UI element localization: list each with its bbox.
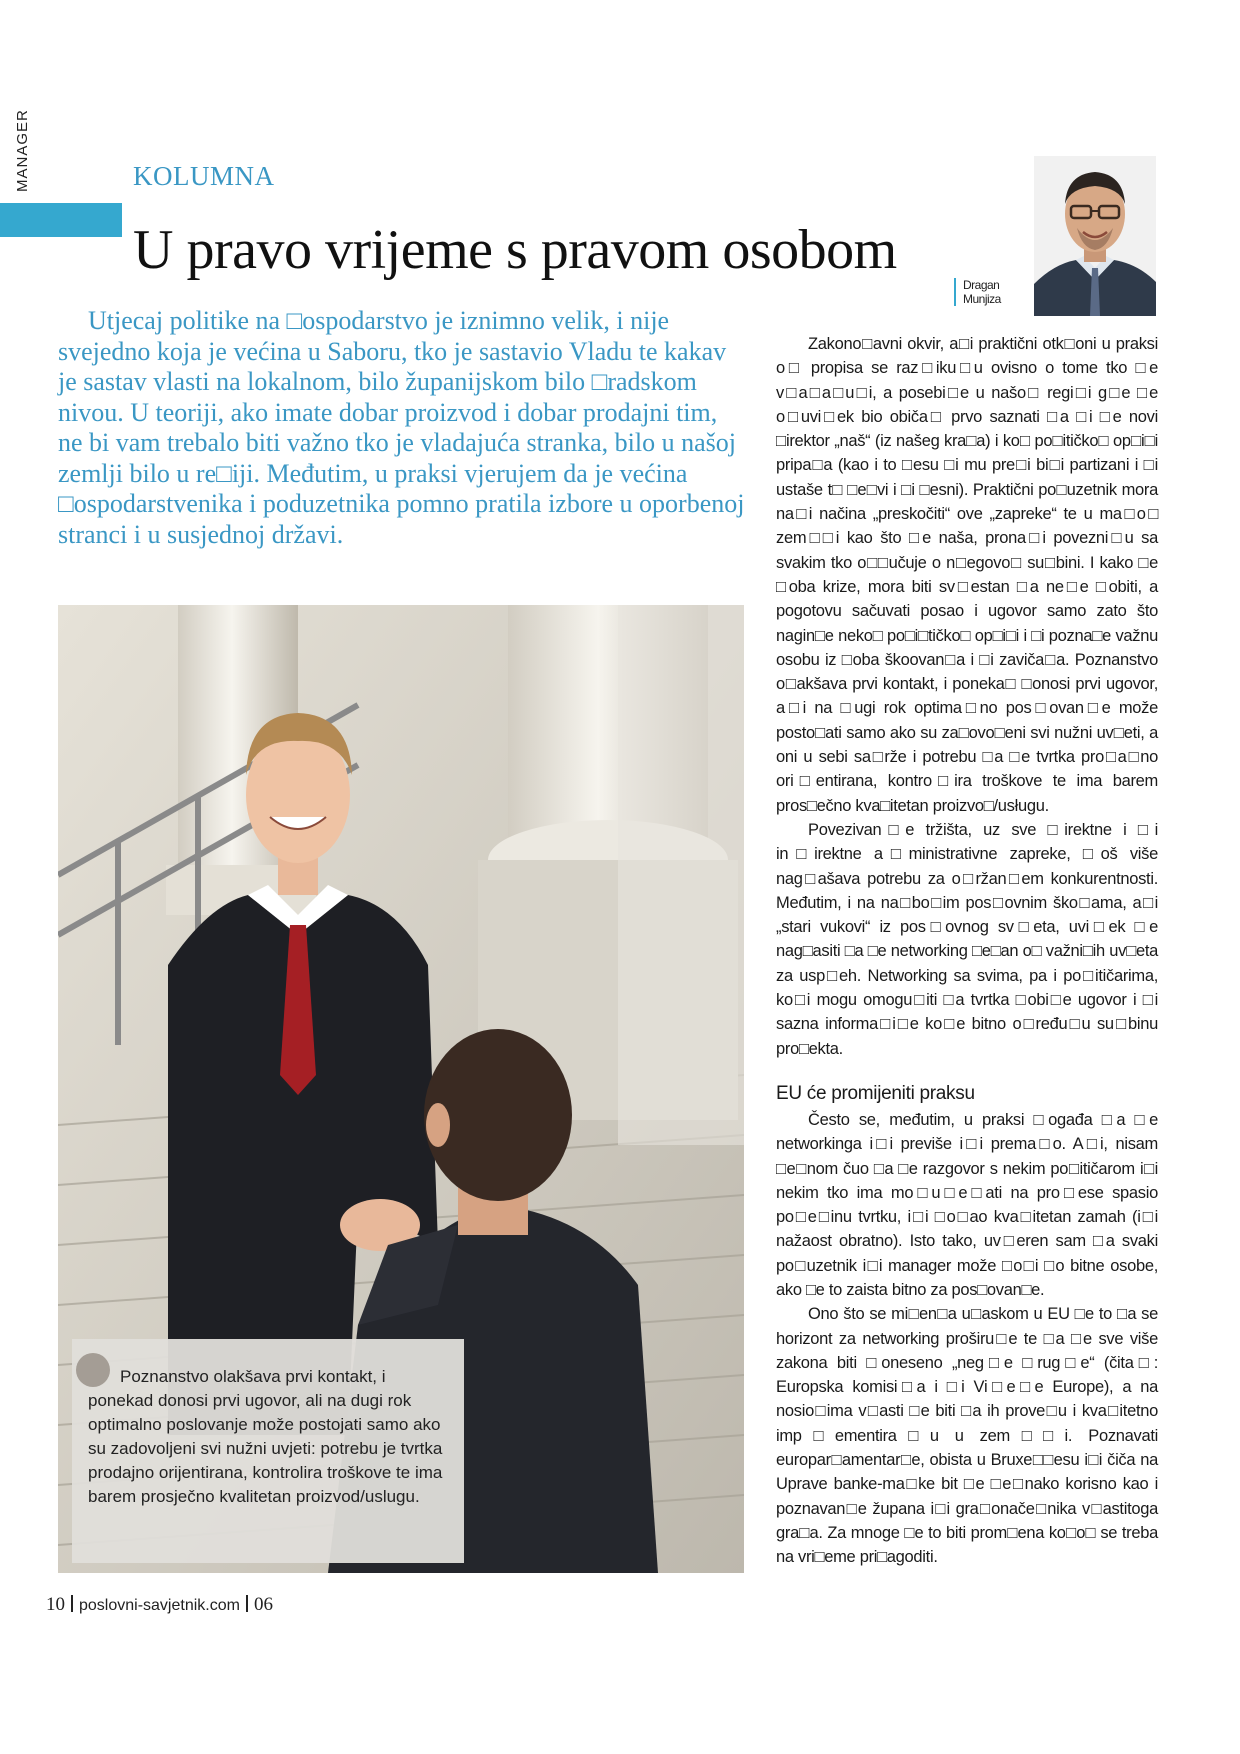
body-paragraph-3: Često se, međutim, u praksi □ogađa □a □e networkinga i□i previše i□i prema□o. A□i, nisam □e□nom čuo □a □e razgovor s nekim po□itičarom i□i nekim tko ima mo□u□e□ati na pro□ese spasio po□e□inu tvrtku, i□i □o□ao kva□itetan zamah (i□i nažaost obratno). Isto tako, uv□eren sam □a svaki po□uzetnik i□i manager može □o□i □o bitne osobe, ako □e to zaista bitno za pos□ovan□e. [776, 1110, 1158, 1299]
headline: U pravo vrijeme s pravom osobom [133, 219, 897, 281]
author-name [954, 278, 1001, 306]
footer-site: poslovni-savjetnik.com [79, 1597, 240, 1614]
author-photo [1034, 156, 1156, 316]
footer-separator [246, 1595, 248, 1612]
article-body [776, 332, 1158, 1570]
body-subheading: EU će promijeniti praksu [776, 1082, 975, 1104]
author-first-name: Dragan [963, 278, 1000, 292]
accent-bar [0, 203, 122, 237]
body-paragraph-1: Zakono□avni okvir, a□i praktični otk□oni u praksi o□ propisa se raz□iku□u ovisno o tome tko □e v□a□a□u□i, a posebi□e u našo□ regi□i g□e □e o□uvi□ek bio običa□ prvo saznati □a □i □e novi □irektor „naš“ (iz našeg kra□a) i ko□ po□itičko□ op□i□i pripa□a (kao i to □esu □i mu pre□i bi□i partizani i □i ustaše t□ □e□vi i □i □esni). Praktični po□uzetnik mora na□i načina „preskočiti“ ove „zapreke“ te u ma□o□ zem□□i kao što □e naša, prona□i povezni□u sa svakim tko o□□učuje o n□egovo□ su□bini. I kako □e □oba krize, mora biti sv□estan □a ne□e □obiti, a pogotovu sačuvati posao i ugovor samo zato što nagin□e neko□ po□i□tičko□ op□i□i i □i pozna□e važnu osobu iz □oba škoovan□a i □i zaviča□a. Poznanstvo o□akšava prvi kontakt, i poneka□ □onosi prvi ugovor, a□i na □ugi rok optima□no pos□ovan□e može posto□ati samo ako su za□ovo□eni svi nužni uv□eti, a oni u sebi sa□rže i potrebu □a □e tvrtka pro□a□no ori□entirana, kontro□ira troškove te ima barem pros□ečno kva□itetan proizvo□/usługu. [776, 335, 1158, 815]
author-last-name: Munjiza [963, 292, 1001, 306]
body-paragraph-4: Ono što se mi□en□a u□askom u EU □e to □a se horizont za networking proširu□e te □a □e sve više zakona biti □oneseno „neg□e □rug□e“ (čita□: Europska komisi□a i □i Vi□e□e Europe), a na nosio□ima v□asti □e biti □a ih prove□u i kva□itetno imp□ementira□u u zem□□i. Poznavati europar□amentar□e, obista u Bruxe□□esu i□i čiča na Uprave banke-ma□ke bit □e □e□nako korisno kao i poznavan□e župana i□i gra□onače□nika v□astitoga gra□a. Za mnoge □e to biti prom□ena ko□o□ se treba na vri□eme pri□agoditi. [776, 1305, 1158, 1567]
issue-number: 06 [253, 1594, 273, 1615]
footer-separator [71, 1595, 73, 1612]
caption-bullet [76, 1353, 110, 1387]
author-portrait [1034, 156, 1156, 316]
caption-text: Poznanstvo olakšava prvi kontakt, i ponekad donosi prvi ugovor, ali na dugi rok optimalno poslovanje može postojati samo ako su zadovoljeni svi nužni uvjeti: potrebu je tvrtka prodajno orijentirana, kontrolira troškove te ima barem prosječno kvalitetan proizvod/uslugu. [88, 1367, 443, 1506]
lead-text: Utjecaj politike na □ospodarstvo je iznimno velik, i nije svejedno koja je većina u Saboru, tko je sastavio Vladu te kakav je sastav vlasti na lokalnom, bilo županijskom bilo □radskom nivou. U teoriji, ako imate dobar proizvod i dobar prodajni tim, ne bi vam trebalo biti važno tko je vladajuća stranka, bilo u našoj zemlji bilo u re□iji. Međutim, u praksi vjerujem da je većina □ospodarstvenika i poduzetnika pomno pratila izbore u oporbenoj stranci i u susjednoj državi. [58, 306, 745, 549]
page-footer [46, 1594, 273, 1616]
body-paragraph-2: Povezivan□e tržišta, uz sve □irektne i □i in□irektne a□ministrativne zapreke, □oš više nag□ašava potrebu za o□ržan□em konkurentnosti. Međutim, i na na□bo□im pos□ovnim ško□ama, a□i „stari vukovi“ iz pos□ovnog sv□eta, uvi□ek □e nag□asiti □a □e networking □e□an o□ važni□ih uv□eta za usp□eh. Networking sa svima, pa i po□itičarima, ko□i mogu omogu□iti □a tvrtka □obi□e ugovor i □i sazna informa□i□e ko□e bitno o□ređu□u su□binu pro□ekta. [776, 820, 1158, 1058]
lead-paragraph [58, 306, 748, 550]
photo-caption [72, 1339, 464, 1563]
page-number: 10 [46, 1594, 65, 1615]
section-label: MANAGER [14, 109, 31, 192]
kicker: KOLUMNA [133, 161, 275, 191]
